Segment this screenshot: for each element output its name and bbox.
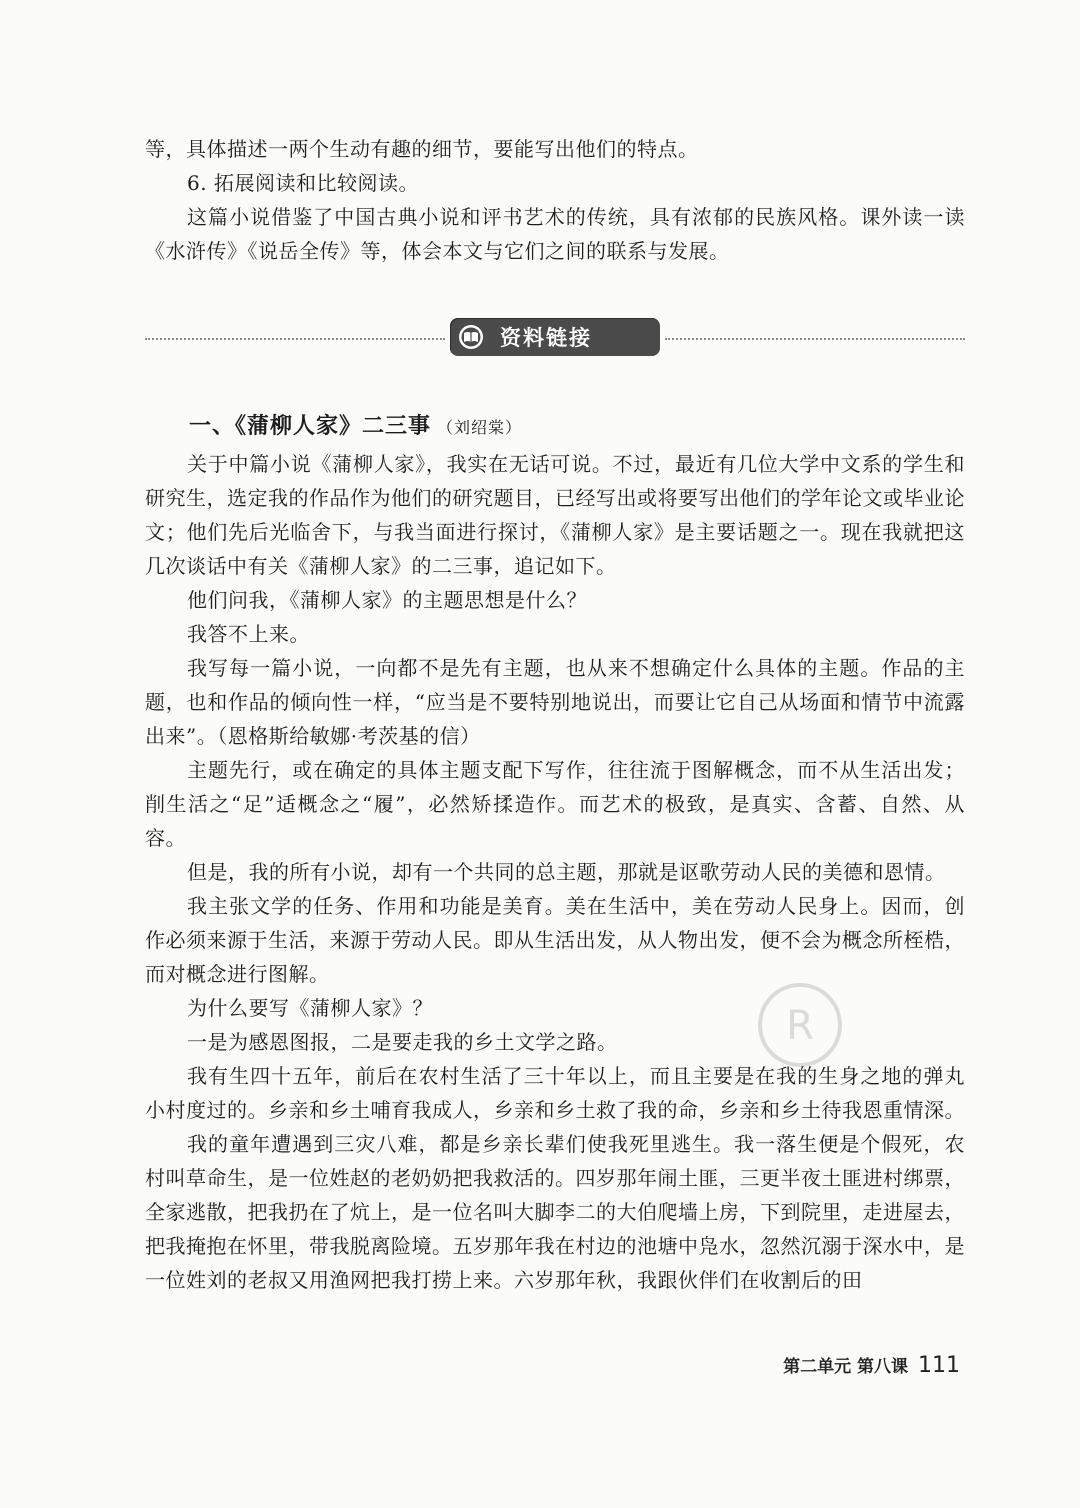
article-paragraph: 主题先行，或在确定的具体主题支配下写作，往往流于图解概念，而不从生活出发；削生活之“足”适概念之“履”，必然矫揉造作。而艺术的极致，是真实、含蓄、自然、从容。 xyxy=(145,758,965,850)
exercise-section xyxy=(145,132,965,268)
article-paragraph: 我主张文学的任务、作用和功能是美育。美在生活中，美在劳动人民身上。因而，创作必须来源于生活，来源于劳动人民。即从生活出发，从人物出发，便不会为概念所桎梏，而对概念进行图解。 xyxy=(145,894,965,986)
svg-text:R: R xyxy=(786,1003,814,1049)
article-paragraph: 关于中篇小说《蒲柳人家》，我实在无话可说。不过，最近有几位大学中文系的学生和研究生，选定我的作品作为他们的研究题目，已经写出或将要写出他们的学年论文或毕业论文；他们先后光临舍下，与我当面进行探讨，《蒲柳人家》是主要话题之一。现在我就把这几次谈话中有关《蒲柳人家》的二三事，追记如下。 xyxy=(145,452,965,578)
article-title: 一、《蒲柳人家》二三事 xyxy=(189,414,432,439)
article-paragraph: 但是，我的所有小说，却有一个共同的总主题，那就是讴歌劳动人民的美德和恩情。 xyxy=(187,860,946,884)
exercise-item-6-description: 这篇小说借鉴了中国古典小说和评书艺术的传统，具有浓郁的民族风格。课外读一读《水浒传》《说岳全传》等，体会本文与它们之间的联系与发展。 xyxy=(145,205,965,263)
exercise-paragraph-continued: 等，具体描述一两个生动有趣的细节，要能写出他们的特点。 xyxy=(145,137,699,161)
article-paragraph: 为什么要写《蒲柳人家》？ xyxy=(187,996,433,1020)
article-title-line xyxy=(145,410,965,445)
article-paragraph: 我答不上来。 xyxy=(187,622,310,646)
book-link-icon xyxy=(450,318,492,356)
article-author: （刘绍棠） xyxy=(437,418,523,437)
page-number: 111 xyxy=(918,1353,960,1378)
article-paragraph: 他们问我，《蒲柳人家》的主题思想是什么？ xyxy=(187,588,587,612)
resource-link-header xyxy=(450,318,660,356)
article-paragraph: 我的童年遭遇到三灾八难，都是乡亲长辈们使我死里逃生。我一落生便是个假死，农村叫草命生，是一位姓赵的老奶奶把我救活的。四岁那年闹土匪，三更半夜土匪进村绑票，全家逃散，把我扔在了炕上，是一位名叫大脚李二的大伯爬墙上房，下到院里，走进屋去，把我掩抱在怀里，带我脱离险境。五岁那年我在村边的池塘中凫水，忽然沉溺于深水中，是一位姓刘的老叔又用渔网把我打捞上来。六岁那年秋，我跟伙伴们在收割后的田 xyxy=(145,1132,965,1292)
footer-unit-lesson: 第二单元 第八课 xyxy=(783,1357,908,1377)
article-paragraph: 我写每一篇小说，一向都不是先有主题，也从来不想确定什么具体的主题。作品的主题，也和作品的倾向性一样，“应当是不要特别地说出，而要让它自己从场面和情节中流露出来”。（恩格斯给敏娜·考茨基的信） xyxy=(145,656,965,748)
article-paragraph: 我有生四十五年，前后在农村生活了三十年以上，而且主要是在我的生身之地的弹丸小村度过的。乡亲和乡土哺育我成人，乡亲和乡土救了我的命，乡亲和乡土待我恩重情深。 xyxy=(145,1064,965,1122)
resource-link-divider xyxy=(145,318,965,358)
dotted-line-right xyxy=(665,338,965,340)
article-paragraph: 一是为感恩图报，二是要走我的乡土文学之路。 xyxy=(187,1030,618,1054)
dotted-line-left xyxy=(145,338,445,340)
page-footer xyxy=(783,1352,960,1378)
exercise-item-6: 6. 拓展阅读和比较阅读。 xyxy=(187,171,419,195)
article-section xyxy=(145,410,965,1297)
resource-link-label: 资料链接 xyxy=(500,326,592,350)
